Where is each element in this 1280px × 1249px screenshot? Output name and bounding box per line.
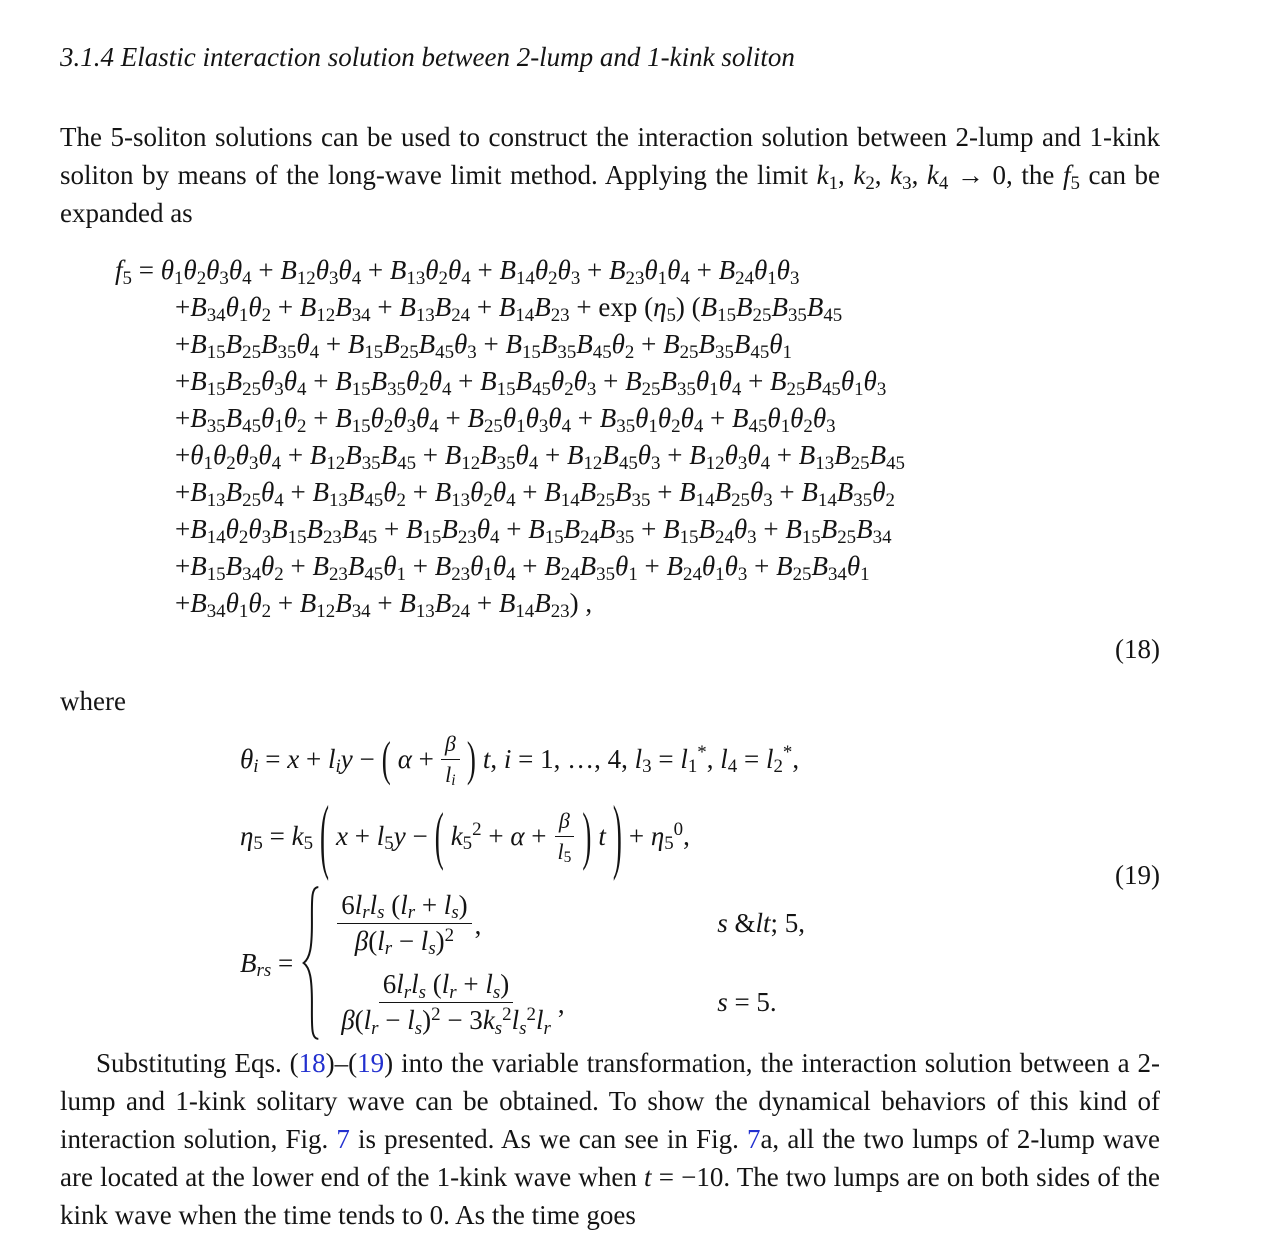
open-paren: ( bbox=[381, 731, 391, 786]
eta-inner-1: $x + l_5y$ − bbox=[336, 820, 428, 855]
fraction-denominator: $\beta(l_r - l_s)^2$ bbox=[354, 924, 455, 960]
equation-18-line-7: $+B_{13}B_{25}\theta_4 + B_{13}B_{45}\theta_2 + B_{13}\theta_2\theta_4 + B_{14}B_{25}B_{35} + B_{14}B_{25}\theta_3 + B_{14}B_{35}\theta_2$ bbox=[175, 477, 895, 511]
beta-over-li-fraction bbox=[441, 731, 460, 790]
fraction-denominator: $l_i$ bbox=[445, 761, 456, 790]
fraction-numerator: $6l_rl_s$ $(l_r + l_s)$ bbox=[379, 969, 513, 1003]
paragraph-discussion-text-3: ) into the variable transformation, the interaction solution between a 2-lump and 1-kink solitary wave can be obtained. To show the dynamical behaviors of this kind of interaction solution, Fig. bbox=[60, 1048, 1160, 1154]
case-row-s-less-5 bbox=[337, 889, 805, 960]
fraction-numerator: β bbox=[441, 731, 460, 759]
paragraph-discussion-text-5: a, all the two lumps of 2-lump wave are located at the lower end of the 1-kink wave when bbox=[60, 1124, 1161, 1192]
eta-lhs: $\eta_5 = k_5$ bbox=[240, 820, 314, 855]
equation-18-line-5: $+B_{35}B_{45}\theta_1\theta_2 + B_{15}\theta_2\theta_3\theta_4 + B_{25}\theta_1\theta_3\theta_4 + B_{35}\theta_1\theta_2\theta_4 + B_{45}\theta_1\theta_2\theta_3$ bbox=[175, 403, 836, 437]
equation-18 bbox=[115, 252, 1160, 666]
brs-lhs: $B_{rs}$ = bbox=[240, 947, 294, 982]
fraction-comma: , bbox=[557, 989, 565, 1020]
equation-18-line-9: $+B_{15}B_{34}\theta_2 + B_{23}B_{45}\theta_1 + B_{23}\theta_1\theta_4 + B_{24}B_{35}\theta_1 + B_{24}\theta_1\theta_3 + B_{25}B_{34}\theta_1$ bbox=[175, 551, 870, 585]
paper-page bbox=[60, 0, 1160, 1234]
equation-18-line-3: $+B_{15}B_{25}B_{35}\theta_4 + B_{15}B_{25}B_{45}\theta_3 + B_{15}B_{35}B_{45}\theta_2 + B_{25}B_{35}B_{45}\theta_1$ bbox=[175, 329, 792, 363]
eq19-reference-link[interactable]: 19 bbox=[357, 1048, 385, 1078]
brs-fraction-1 bbox=[337, 889, 471, 960]
paragraph-intro-text-2: , the bbox=[1006, 160, 1063, 190]
case-fraction-2 bbox=[337, 969, 677, 1039]
brs-fraction-2 bbox=[337, 969, 555, 1039]
brs-equation bbox=[240, 882, 1160, 1044]
where-text: where bbox=[60, 686, 126, 716]
theta-rhs: t, i = 1, …, 4, $l_3 = l_1^*$, $l_4 = l_2^*$, bbox=[482, 742, 800, 778]
theta-lhs: $\theta_i = x + l_iy$ − bbox=[240, 743, 375, 778]
equation-18-line-8: $+B_{14}\theta_2\theta_3B_{15}B_{23}B_{45} + B_{15}B_{23}\theta_4 + B_{15}B_{24}B_{35} + B_{15}B_{24}\theta_3 + B_{15}B_{25}B_{34}$ bbox=[175, 514, 892, 548]
theta-equation bbox=[240, 728, 1160, 790]
equation-19 bbox=[240, 728, 1160, 1044]
fraction-comma: , bbox=[474, 910, 482, 940]
eta-equation bbox=[240, 787, 1160, 882]
fraction-numerator: $6l_rl_s$ $(l_r + l_s)$ bbox=[337, 890, 471, 924]
equation-19-label: (19) bbox=[1115, 860, 1160, 890]
eta-inner-2: $k_5^2 + \alpha$ + bbox=[450, 819, 547, 855]
close-paren: ) bbox=[466, 731, 476, 786]
fig7a-reference-link[interactable]: 7 bbox=[746, 1124, 761, 1154]
open-paren: ( bbox=[320, 787, 330, 881]
inline-math-k-limits: $k_1$, $k_2$, $k_3$, $k_4 \to 0$ bbox=[816, 160, 1007, 194]
section-heading: 3.1.4 Elastic interaction solution between 2-lump and 1-kink soliton bbox=[60, 42, 795, 72]
close-paren: ) bbox=[612, 787, 622, 881]
cases-column bbox=[337, 889, 805, 1039]
case-condition-1: s &lt; 5, bbox=[717, 907, 805, 938]
eq18-reference-link[interactable]: 18 bbox=[298, 1048, 326, 1078]
paragraph-discussion-text-1: Substituting Eqs. ( bbox=[96, 1048, 299, 1078]
equation-18-label: (18) bbox=[1115, 634, 1160, 664]
paragraph-intro bbox=[60, 118, 1160, 232]
theta-inner: α + bbox=[397, 743, 434, 774]
paragraph-discussion-text-6: . The two lumps are on both sides of the kink wave when the time tends to 0. As the time goes bbox=[60, 1162, 1160, 1230]
eta-rhs: + $\eta_5^0$, bbox=[628, 819, 690, 855]
inline-math-f5: $f_5$ bbox=[1062, 160, 1080, 194]
fig7-reference-link[interactable]: 7 bbox=[336, 1124, 350, 1154]
close-paren: ) bbox=[582, 798, 592, 871]
paragraph-discussion bbox=[60, 1044, 1160, 1234]
open-paren: ( bbox=[434, 798, 444, 871]
eta-post-inner: t bbox=[598, 820, 606, 851]
fraction-numerator: β bbox=[555, 808, 574, 836]
fraction-denominator: $l_5$ bbox=[557, 838, 572, 867]
equation-18-line-10: $+B_{34}\theta_1\theta_2 + B_{12}B_{34} + B_{13}B_{24} + B_{14}B_{23}$) , bbox=[175, 588, 593, 622]
equation-18-line-6: $+\theta_1\theta_2\theta_3\theta_4 + B_{12}B_{35}B_{45} + B_{12}B_{35}\theta_4 + B_{12}B_{45}\theta_3 + B_{12}\theta_3\theta_4 + B_{13}B_{25}B_{45}$ bbox=[175, 440, 905, 474]
inline-math-t: t = −10 bbox=[644, 1162, 724, 1192]
beta-over-l5-fraction bbox=[553, 808, 575, 867]
equation-18-line-2: $+B_{34}\theta_1\theta_2 + B_{12}B_{34} + B_{13}B_{24} + B_{14}B_{23} + \exp (\eta_5)$ ($B_{15}B_{25}B_{35}B_{45}$ bbox=[175, 292, 843, 326]
equation-18-line-4: $+B_{15}B_{25}\theta_3\theta_4 + B_{15}B_{35}\theta_2\theta_4 + B_{15}B_{45}\theta_2\theta_3 + B_{25}B_{35}\theta_1\theta_4 + B_{25}B_{45}\theta_1\theta_3$ bbox=[175, 366, 887, 400]
paragraph-discussion-text-2: )–( bbox=[325, 1048, 358, 1078]
case-condition-2: s = 5. bbox=[717, 987, 777, 1018]
paragraph-discussion-text-4: is presented. As we can see in Fig. bbox=[349, 1124, 747, 1154]
cases-brace bbox=[300, 884, 322, 1042]
paragraph-intro-text-3: can be expanded as bbox=[60, 160, 1161, 228]
case-row-s-equal-5 bbox=[337, 969, 805, 1039]
case-fraction-1 bbox=[337, 889, 677, 960]
equation-18-line-1: $f_5 = \theta_1\theta_2\theta_3\theta_4 + B_{12}\theta_3\theta_4 + B_{13}\theta_2\theta_4 + B_{14}\theta_2\theta_3 + B_{23}\theta_1\theta_4 + B_{24}\theta_1\theta_3$ bbox=[115, 255, 800, 289]
paragraph-intro-text-1: The 5-soliton solutions can be used to construct the interaction solution between 2-lump and 1-kink soliton by means of the long-wave limit method. Applying the limit bbox=[60, 122, 1160, 190]
fraction-denominator: $\beta(l_r - l_s)^2 - 3k_s^2l_s^2l_r$ bbox=[341, 1003, 551, 1039]
